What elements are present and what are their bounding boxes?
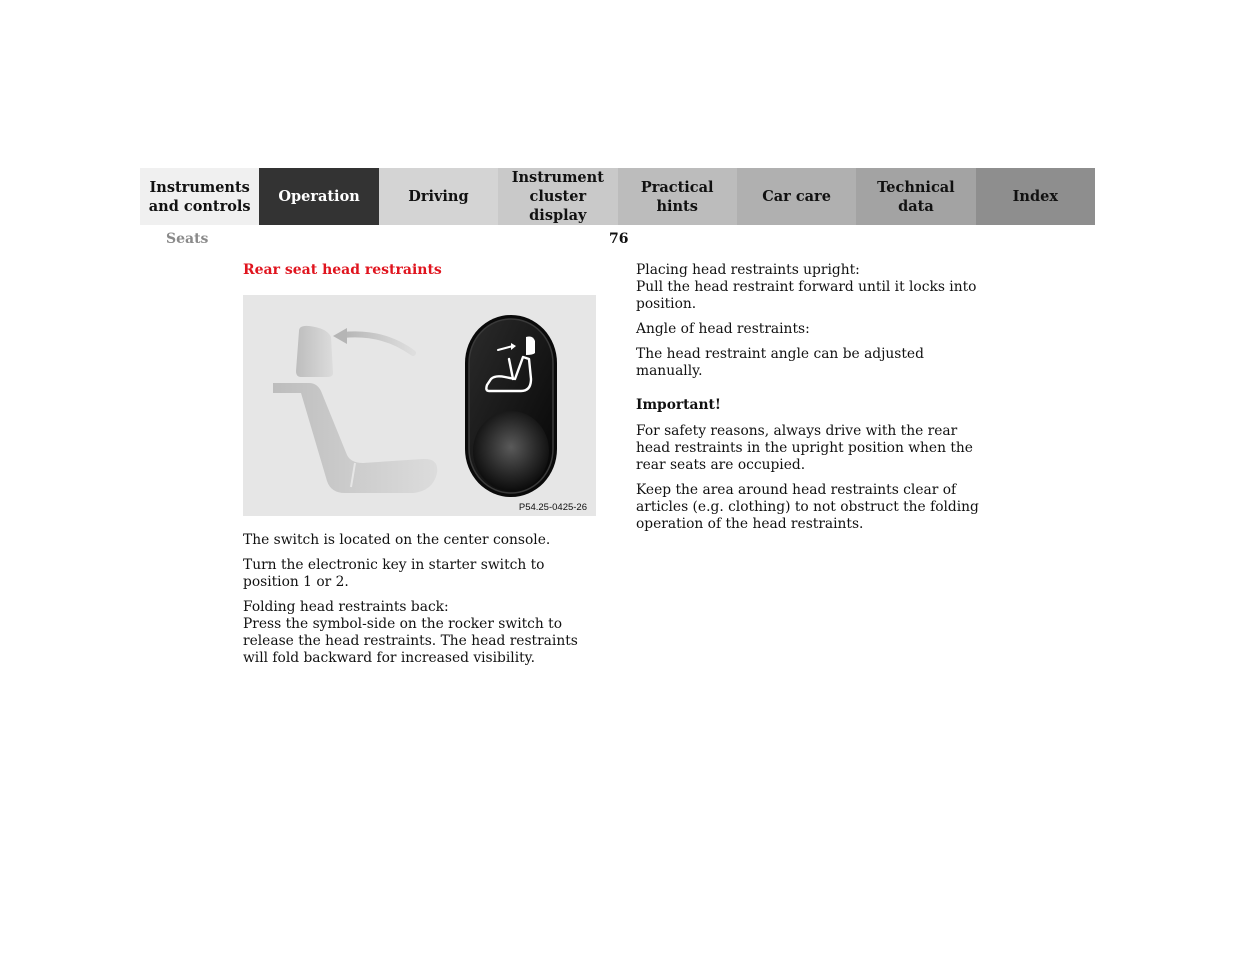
rocker-switch-lower-half bbox=[473, 411, 549, 491]
paragraph-angle-text: The head restraint angle can be adjusted manually. bbox=[636, 346, 924, 379]
tab-instrument-cluster-display[interactable]: Instrument cluster display bbox=[498, 168, 617, 225]
tab-practical-hints[interactable]: Practical hints bbox=[618, 168, 737, 225]
article-heading: Rear seat head restraints bbox=[243, 262, 442, 278]
head-restraint-figure bbox=[243, 295, 596, 516]
section-title: Seats bbox=[166, 231, 209, 247]
head-restraint-shape bbox=[296, 326, 333, 377]
page-number: 76 bbox=[609, 231, 629, 247]
paragraph-safety: For safety reasons, always drive with the rear head restraints in the upright position when the rear seats are occupied. bbox=[636, 423, 973, 473]
paragraph-switch-location: The switch is located on the center console. bbox=[243, 532, 551, 548]
placing-upright-text: Pull the head restraint forward until it locks into position. bbox=[636, 279, 977, 312]
folding-back-label: Folding head restraints back: bbox=[243, 599, 449, 615]
figure-code: P54.25-0425-26 bbox=[518, 502, 587, 513]
important-label: Important! bbox=[636, 397, 721, 413]
tab-car-care[interactable]: Car care bbox=[737, 168, 856, 225]
chapter-nav bbox=[140, 168, 1095, 225]
right-column bbox=[636, 262, 986, 541]
paragraph-folding-back bbox=[243, 599, 593, 667]
paragraph-turn-key: Turn the electronic key in starter switch to position 1 or 2. bbox=[243, 557, 545, 590]
paragraph-keep-clear: Keep the area around head restraints clear of articles (e.g. clothing) to not obstruct the folding operation of the head restraints. bbox=[636, 482, 979, 532]
tab-index[interactable]: Index bbox=[976, 168, 1095, 225]
tab-technical-data[interactable]: Technical data bbox=[856, 168, 975, 225]
left-column bbox=[243, 532, 593, 675]
seat-backrest-shape bbox=[273, 383, 437, 493]
placing-upright-label: Placing head restraints upright: bbox=[636, 262, 860, 278]
seat-and-switch-illustration bbox=[243, 295, 596, 516]
tab-driving[interactable]: Driving bbox=[379, 168, 498, 225]
paragraph-angle-label: Angle of head restraints: bbox=[636, 321, 810, 337]
tab-instruments-and-controls[interactable]: Instruments and controls bbox=[140, 168, 259, 225]
tab-operation[interactable]: Operation bbox=[259, 168, 378, 225]
folding-back-text: Press the symbol-side on the rocker switch to release the head restraints. The head restraints will fold backward for increased visibility. bbox=[243, 616, 578, 666]
paragraph-placing-upright bbox=[636, 262, 986, 313]
fold-arrow bbox=[343, 334, 413, 353]
